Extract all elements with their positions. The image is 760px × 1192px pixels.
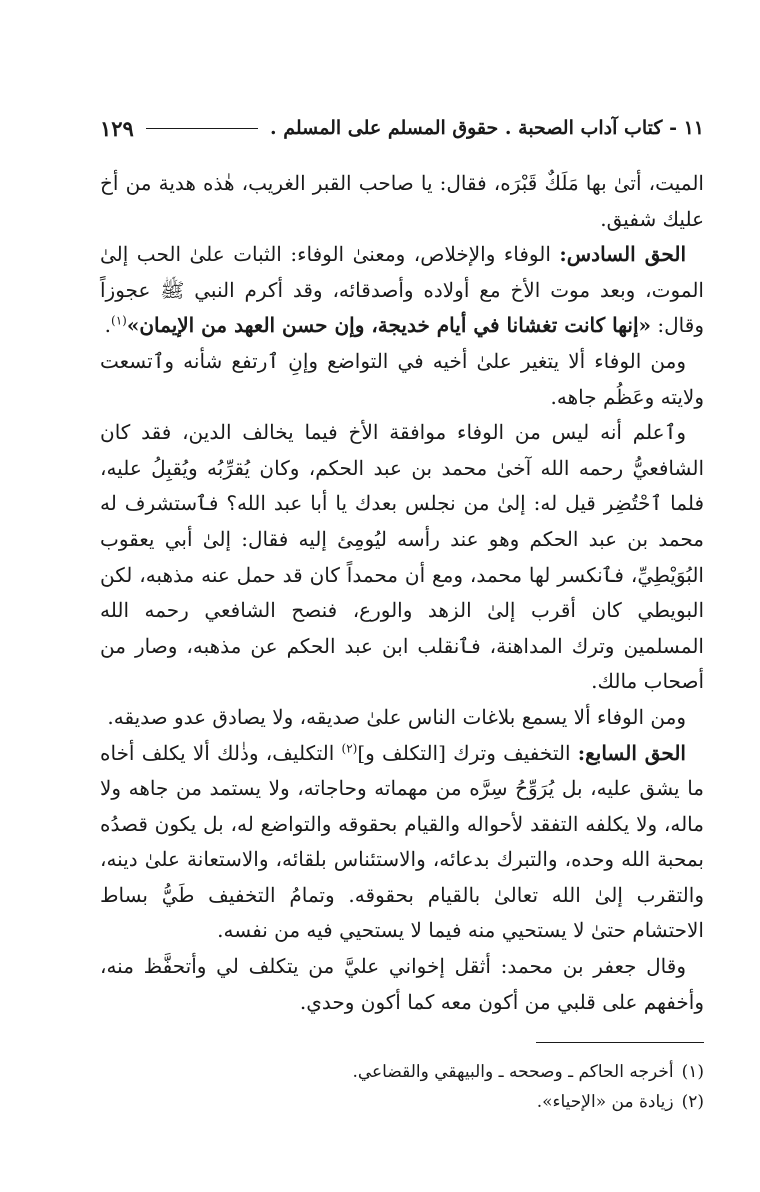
page-number: ١٢٩ [100, 115, 134, 141]
paragraph-loyalty-humility [100, 344, 704, 415]
paragraph-sixth-right [100, 237, 704, 344]
footnote-item [100, 1087, 704, 1117]
footnote-text: أخرجه الحاكم ـ وصححه ـ والبيهقي والقضاعي. [352, 1062, 674, 1083]
paragraph-text: التخفيف وترك [التكلف و] [357, 740, 578, 765]
paragraph-continuation [100, 166, 704, 237]
paragraph-loyalty-friend [100, 700, 704, 736]
section-label-seventh: الحق السابع: [577, 740, 686, 765]
footnote-ref-1[interactable]: (١) [111, 313, 127, 328]
header-rule [146, 128, 258, 129]
footnote-number: (١) [681, 1062, 704, 1083]
footnote-ref-2[interactable]: (٢) [341, 740, 358, 755]
paragraph-text: ومن الوفاء ألا يسمع بلاغات الناس علىٰ صديقه، ولا يصادق عدو صديقه. [107, 704, 686, 729]
hadith-quote: «إنها كانت تغشانا في أيام خديجة، وإن حسن العهد من الإيمان» [126, 313, 652, 338]
book-page [100, 108, 704, 1117]
paragraph-text: ومن الوفاء ألا يتغير علىٰ أخيه في التواضع وإنِ ٱرتفع شأنه وٱتسعت ولايته وعَظُم جاهه. [100, 348, 704, 409]
paragraph-seventh-right [100, 736, 704, 950]
footnote-number: (٢) [681, 1092, 704, 1113]
paragraph-shafii-story [100, 415, 704, 700]
paragraph-jafar-quote [100, 949, 704, 1020]
footnote-text: زيادة من «الإحياء». [536, 1092, 674, 1113]
section-label-sixth: الحق السادس: [559, 242, 686, 267]
paragraph-text: الوفاء والإخلاص، ومعنىٰ الوفاء: الثبات علىٰ الحب إلىٰ الموت، وبعد موت الأخ مع أولاده وأصدقائه، وقد أكرم النبي ﷺ عجوزاً وقال: [100, 242, 704, 338]
footnote-divider [536, 1042, 704, 1043]
main-text [100, 166, 704, 1020]
paragraph-text: الميت، أتىٰ بها مَلَكٌ قَبْرَه، فقال: يا صاحب القبر الغريب، هٰذه هدية من أخ عليك شفيق. [100, 171, 704, 231]
paragraph-end: . [104, 313, 112, 338]
paragraph-text-continued: التكليف، وذٰلك ألا يكلف أخاه ما يشق عليه، بل يُرَوِّحُ سِرَّه من مهماته وحاجاته، ولا يستمد من جاهه ولا ماله، ولا يكلفه التفقد لأحواله والقيام بحقوقه والتواضع له، بل يكون قصدُه بمحبة الله وحده، والتبرك بدعائه، والاستئناس بلقائه، والاستعانة علىٰ دينه، والتقرب إلىٰ الله تعالىٰ بالقيام بحقوقه. وتمامُ التخفيف طَيُّ بساط الاحتشام حتىٰ لا يستحيي منه فيما لا يستحيي فيه من نفسه. [100, 740, 705, 943]
footnote-item [100, 1057, 704, 1087]
paragraph-text: وٱعلم أنه ليس من الوفاء موافقة الأخ فيما يخالف الدين، فقد كان الشافعيُّ رحمه الله آخىٰ محمد بن عبد الحكم، وكان يُقرِّبُه ويُقبِلُ عليه، فلما ٱحْتُضِر قيل له: إلىٰ من نجلس بعدك يا أبا عبد الله؟ فٱستشرف له محمد بن عبد الحكم وهو عند رأسه ليُومِئ إليه فقال: إلىٰ أبي يعقوب البُوَيْطِيِّ، فٱنكسر لها محمد، ومع أن محمداً كان قد حمل عنه مذهبه، لكن البويطي كان أقرب إلىٰ الزهد والورع، فنصح الشافعي رحمه الله المسلمين وترك المداهنة، فٱنقلب ابن عبد الحكم عن مذهبه، وصار من أصحاب مالك. [100, 420, 704, 694]
paragraph-text: وقال جعفر بن محمد: أثقل إخواني عليَّ من يتكلف لي وأتحفَّظ منه، وأخفهم على قلبي من أكون معه كما أكون وحدي. [100, 954, 704, 1014]
footnotes [100, 1057, 704, 1117]
running-header [100, 108, 704, 148]
header-title: ١١ - كتاب آداب الصحبة . حقوق المسلم على المسلم . [269, 117, 704, 139]
